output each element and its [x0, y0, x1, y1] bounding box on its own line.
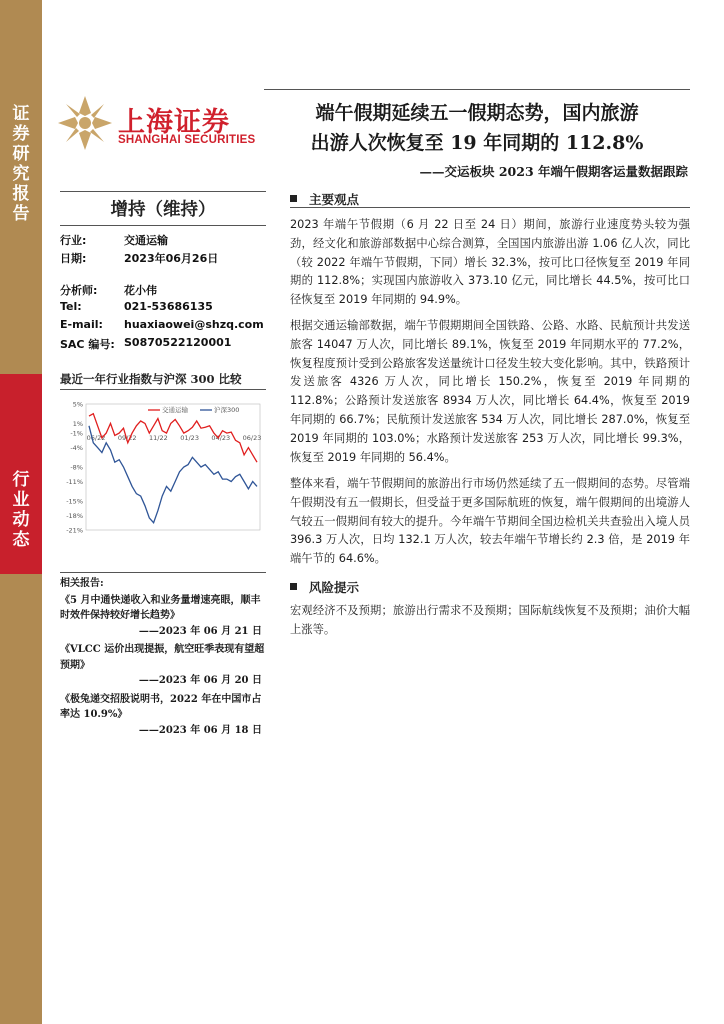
report-subtitle: ——交运板块 2023 年端午假期客运量数据跟踪: [419, 164, 688, 179]
legend-label: 交通运输: [162, 406, 188, 414]
info-analyst-label: 分析师:: [60, 284, 98, 297]
y-tick-label: -4%: [70, 444, 83, 453]
info-sac-label: SAC 编号:: [60, 338, 115, 351]
y-tick-label: -18%: [66, 511, 83, 520]
risk-heading: [290, 578, 359, 596]
rating-rule-top: [60, 191, 266, 192]
risk-heading-text: 风险提示: [309, 580, 360, 595]
main-points-heading-text: 主要观点: [309, 192, 360, 207]
y-tick-label: -8%: [70, 463, 83, 472]
related-report-title[interactable]: 《5 月中通快递收入和业务量增速亮眼，顺丰时效件保持较好增长趋势》: [60, 594, 261, 621]
info-date-value: 2023年06月26日: [124, 252, 219, 265]
x-tick-label: 11/22: [149, 434, 168, 443]
y-tick-label: -11%: [66, 478, 83, 487]
brand-logo: [56, 94, 256, 154]
y-tick-label: -1%: [70, 429, 83, 438]
related-report-date: ——2023 年 06 月 21 日: [138, 625, 262, 637]
section-bullet-icon: [290, 583, 297, 590]
series-line: [86, 414, 257, 463]
report-title-line1: 端午假期延续五一假期态势，国内旅游: [315, 102, 639, 124]
x-tick-label: 01/23: [180, 434, 199, 443]
info-tel-value: 021-53686135: [124, 300, 213, 313]
related-report-title[interactable]: 《极兔递交招股说明书，2022 年在中国市占率达 10.9%》: [60, 693, 262, 720]
paragraph-risk: 宏观经济不及预期；旅游出行需求不及预期；国际航线恢复不及预期；油价大幅上涨等。: [290, 604, 690, 636]
report-title-line2: 出游人次恢复至 19 年同期的 112.8%: [310, 132, 644, 154]
chart-title-rule: [60, 389, 266, 390]
info-industry-value: 交通运输: [124, 234, 168, 247]
report-category-vertical-label: 行 业 动 态: [12, 470, 30, 550]
related-reports-heading: 相关报告:: [60, 578, 104, 589]
x-tick-label: 09/22: [117, 434, 137, 443]
related-report-date: ——2023 年 06 月 20 日: [138, 675, 262, 686]
info-analyst-value: 花小伟: [124, 284, 157, 297]
y-tick-label: 1%: [72, 419, 83, 428]
paragraph-summary: 整体来看，端午节假期间的旅游出行市场仍然延续了五一假期间的态势。尽管端午假期没有五一假期长，但受益于更多国际航班的恢复，端午假期间的出境游人气较五一假期间有较大的提升。今年端午节期间全国边检机关共查验出入境人员 396.3 万人次，日均 132.1 万人次，较去年端午节增长约 2.3 倍，是 2019 年端午节的 64.6%。: [290, 477, 690, 566]
rating: 增持（维持）: [110, 200, 216, 220]
y-tick-label: -21%: [66, 526, 83, 534]
x-tick-label: 04/23: [211, 434, 231, 443]
chart-bottom-rule: [60, 572, 266, 573]
related-report-title[interactable]: 《VLCC 运价出现提振，航空旺季表现有望超预期》: [60, 644, 265, 671]
y-tick-label: -15%: [66, 497, 83, 506]
legend-label: 沪深300: [214, 406, 240, 414]
info-sac-value: S0870522120001: [124, 336, 232, 349]
info-email-label: E-mail:: [60, 318, 103, 331]
brand-name-cn: 上海证券: [118, 107, 230, 138]
x-tick-label: 06/23: [242, 434, 262, 443]
series-line: [86, 426, 257, 523]
chart-plot-frame: [86, 404, 260, 530]
related-reports: [60, 576, 266, 741]
section-bullet-icon: [290, 195, 297, 202]
brand-name-en: SHANGHAI SECURITIES: [118, 134, 256, 146]
report-title: [264, 98, 690, 158]
brand-mark-icon: [58, 96, 112, 150]
info-industry-label: 行业:: [60, 234, 87, 247]
main-points-heading: [290, 190, 359, 208]
paragraph-tourism: 2023 年端午节假期（6 月 22 日至 24 日）期间，旅游行业速度势头较为强劲，经文化和旅游部数据中心综合测算，全国国内旅游出游 1.06 亿人次，同比（较 2022 年端午节假期，下同）增长 32.3%，按可比口径恢复至 2019 年同期的 112.8%；实现国内旅游收入 373.10 亿元，同比增长 44.5%，按可比口径恢复至 2019 年同期的 94.9%。: [290, 218, 690, 307]
info-tel-label: Tel:: [60, 300, 82, 313]
title-top-rule: [264, 89, 690, 90]
related-report-date: ——2023 年 06 月 18 日: [138, 724, 262, 736]
info-email-value[interactable]: huaxiaowei@shzq.com: [124, 318, 264, 331]
x-tick-label: 06/22: [86, 434, 106, 443]
main-points-rule: [290, 207, 690, 208]
y-tick-label: 5%: [72, 400, 83, 409]
chart-title: 最近一年行业指数与沪深 300 比较: [60, 372, 242, 386]
paragraph-transport: 根据交通运输部数据，端午节假期期间全国铁路、公路、水路、民航预计共发送旅客 14047 万人次，同比增长 89.1%，恢复至 2019 年同期水平的 77.2%，恢复程度预计受到公路旅客发送量统计口径发生较大变化影响。其中，铁路预计发送旅客 4326 万人次，同比增长 150.2%，恢复至 2019 年同期的 112.8%；公路预计发送旅客 8934 万人次，同比增长 64.4%，恢复至 2019 年同期的 66.7%；民航预计发送旅客 534 万人次，同比增长 287.0%，恢复至 2019 年同期的 103.0%；水路预计发送旅客 253 万人次，同比增长 99.3%，恢复至 2019 年同期的 56.4%。: [290, 319, 690, 464]
info-date-label: 日期:: [60, 252, 87, 265]
index-comparison-chart: [60, 394, 266, 534]
rating-rule-bottom: [60, 225, 266, 226]
report-type-vertical-label: 证 券 研 究 报 告: [12, 104, 30, 224]
